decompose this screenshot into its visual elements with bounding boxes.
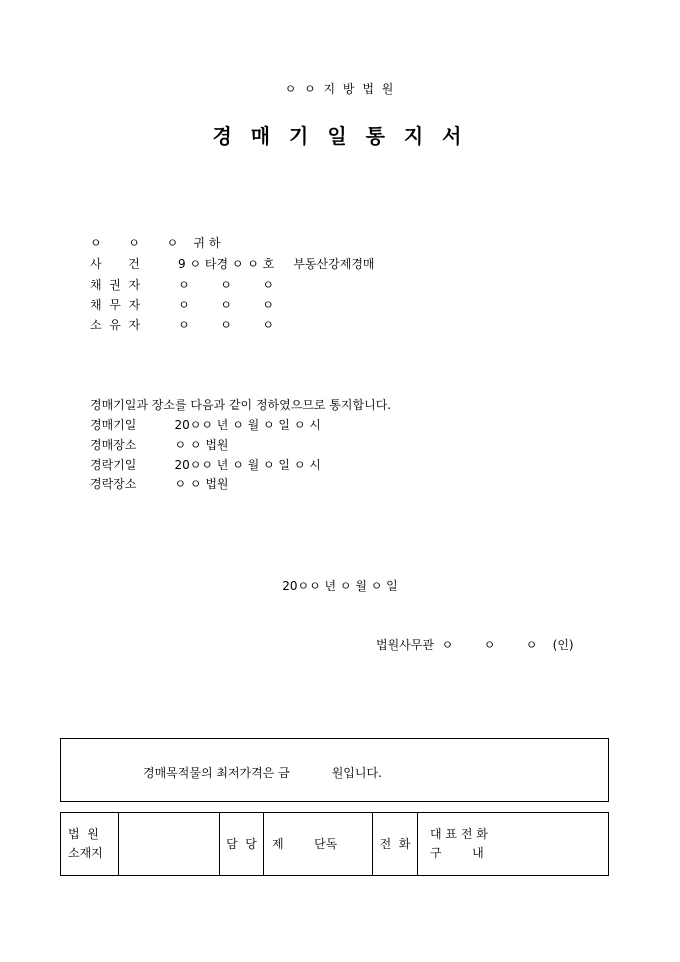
phone-main: 대 표 전 화 [430,827,488,841]
issue-date: 20ㅇㅇ 년 ㅇ 월 ㅇ 일 [282,579,398,593]
creditor-line: 채 권 자 ㅇ ㅇ ㅇ [90,278,274,292]
court-info-table [60,812,609,876]
charge-label-cell [220,813,264,875]
charge-value: 제 단독 [272,837,338,851]
court-name: ㅇ ㅇ 지 방 법 원 [284,82,396,96]
case-line: 사 건 9 ㅇ 타경 ㅇ ㅇ 호 부동산강제경매 [90,257,375,271]
phone-extension: 구 내 [430,846,484,860]
clerk-signature: 법원사무관 ㅇ ㅇ ㅇ (인) [376,638,574,652]
phone-value-cell [418,813,608,875]
charge-label: 담 당 [226,837,257,851]
court-location-value-cell [119,813,220,875]
document-title: 경 매 기 일 통 지 서 [212,124,468,148]
court-location-label-line2: 소재지 [68,846,103,860]
court-location-label-cell [61,813,119,875]
minimum-price-text: 경매목적물의 최저가격은 금 원입니다. [143,766,382,780]
charge-value-cell [264,813,373,875]
recipient-line: ㅇ ㅇ ㅇ 귀 하 [90,236,221,250]
decision-place-line: 경락장소 ㅇ ㅇ 법원 [90,477,229,491]
auction-place-line: 경매장소 ㅇ ㅇ 법원 [90,438,229,452]
debtor-line: 채 무 자 ㅇ ㅇ ㅇ [90,298,274,312]
owner-line: 소 유 자 ㅇ ㅇ ㅇ [90,318,274,332]
minimum-price-box [60,738,609,802]
notice-intro: 경매기일과 장소를 다음과 같이 정하였으므로 통지합니다. [90,398,392,412]
decision-date-line: 경락기일 20ㅇㅇ 년 ㅇ 월 ㅇ 일 ㅇ 시 [90,458,321,472]
auction-date-line: 경매기일 20ㅇㅇ 년 ㅇ 월 ㅇ 일 ㅇ 시 [90,418,321,432]
phone-label: 전 화 [379,837,411,851]
phone-label-cell [373,813,418,875]
court-location-label-line1: 법 원 [68,827,99,841]
